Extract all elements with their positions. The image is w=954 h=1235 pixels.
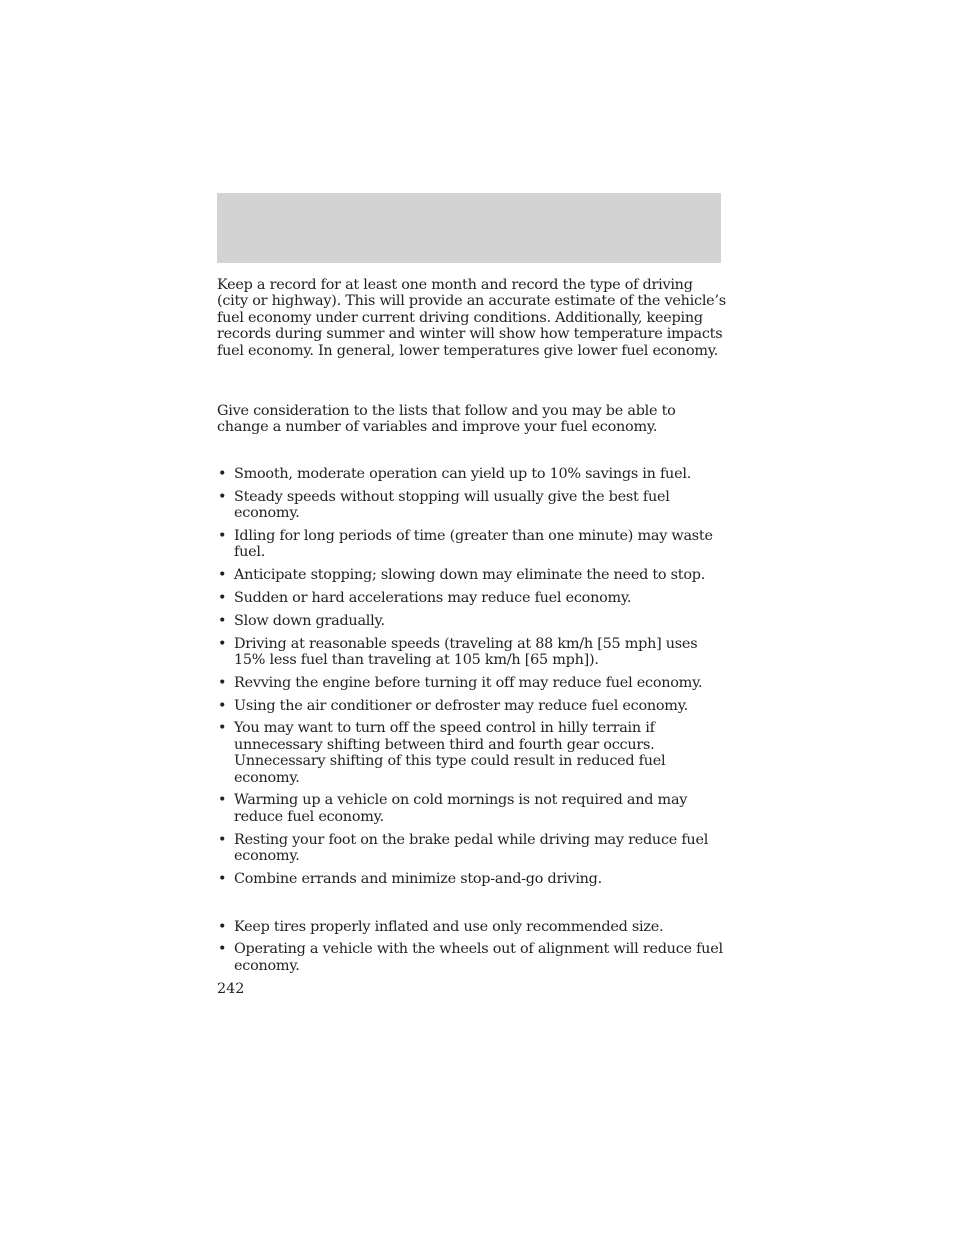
bullet-icon: • xyxy=(218,792,227,809)
bullet-icon: • xyxy=(218,635,227,652)
list-item: • Resting your foot on the brake pedal while driving may reduce fuel economy. xyxy=(218,831,709,865)
bullet-icon: • xyxy=(218,590,227,606)
bullet-icon: • xyxy=(218,466,227,482)
bullet-icon: • xyxy=(218,831,227,848)
bullet-icon: • xyxy=(218,697,227,714)
bullet-icon: • xyxy=(218,567,227,584)
list-item: • Idling for long periods of time (greater than one minute) may waste fuel. xyxy=(218,528,713,561)
list-item: • Sudden or hard accelerations may reduce fuel economy. xyxy=(218,590,632,606)
section-header-band xyxy=(217,193,721,263)
list-item: • You may want to turn off the speed control in hilly terrain if unnecessary shifting between third and fourth gear occurs. Unnecessary shifting of this type could result in reduced fuel economy. xyxy=(218,720,666,786)
list-item: • Steady speeds without stopping will usually give the best fuel economy. xyxy=(218,488,670,522)
list-item: • Warming up a vehicle on cold mornings is not required and may reduce fuel economy. xyxy=(218,792,688,825)
list-item: • Using the air conditioner or defroster may reduce fuel economy. xyxy=(218,697,688,714)
list-item: • Operating a vehicle with the wheels out of alignment will reduce fuel economy. xyxy=(218,941,723,974)
list-item: • Anticipate stopping; slowing down may eliminate the need to stop. xyxy=(218,567,706,584)
bullet-icon: • xyxy=(218,941,227,958)
driving-tips-list xyxy=(217,466,727,887)
list-item: • Revving the engine before turning it off may reduce fuel economy. xyxy=(218,674,703,691)
page-number: 242 xyxy=(217,981,245,997)
bullet-icon: • xyxy=(218,720,227,737)
bullet-icon: • xyxy=(218,488,227,505)
bullet-icon: • xyxy=(218,870,227,887)
list-item: • Keep tires properly inflated and use only recommended size. xyxy=(218,918,664,935)
list-item: • Slow down gradually. xyxy=(218,612,385,629)
intro-paragraph: Keep a record for at least one month and record the type of driving (city or highway). This will provide an accurate estimate of the vehicle’s fuel economy under current driving conditions. Additionally, keeping records during summer and winter will show how temperature impacts fuel economy. In general, lower temperatures give lower fuel economy. xyxy=(217,277,726,359)
list-item: • Smooth, moderate operation can yield up to 10% savings in fuel. xyxy=(218,466,692,482)
bullet-icon: • xyxy=(218,528,227,544)
list-item: • Driving at reasonable speeds (traveling at 88 km/h [55 mph] uses 15% less fuel than traveling at 105 km/h [65 mph]). xyxy=(218,635,698,668)
bullet-icon: • xyxy=(218,612,227,629)
maintenance-tips-list xyxy=(217,919,727,975)
list-item: • Combine errands and minimize stop-and-go driving. xyxy=(218,870,602,887)
bullet-icon: • xyxy=(218,674,227,691)
bullet-icon: • xyxy=(218,918,227,935)
consideration-paragraph: Give consideration to the lists that follow and you may be able to change a number of variables and improve your fuel economy. xyxy=(217,403,676,436)
page-content xyxy=(217,277,727,981)
